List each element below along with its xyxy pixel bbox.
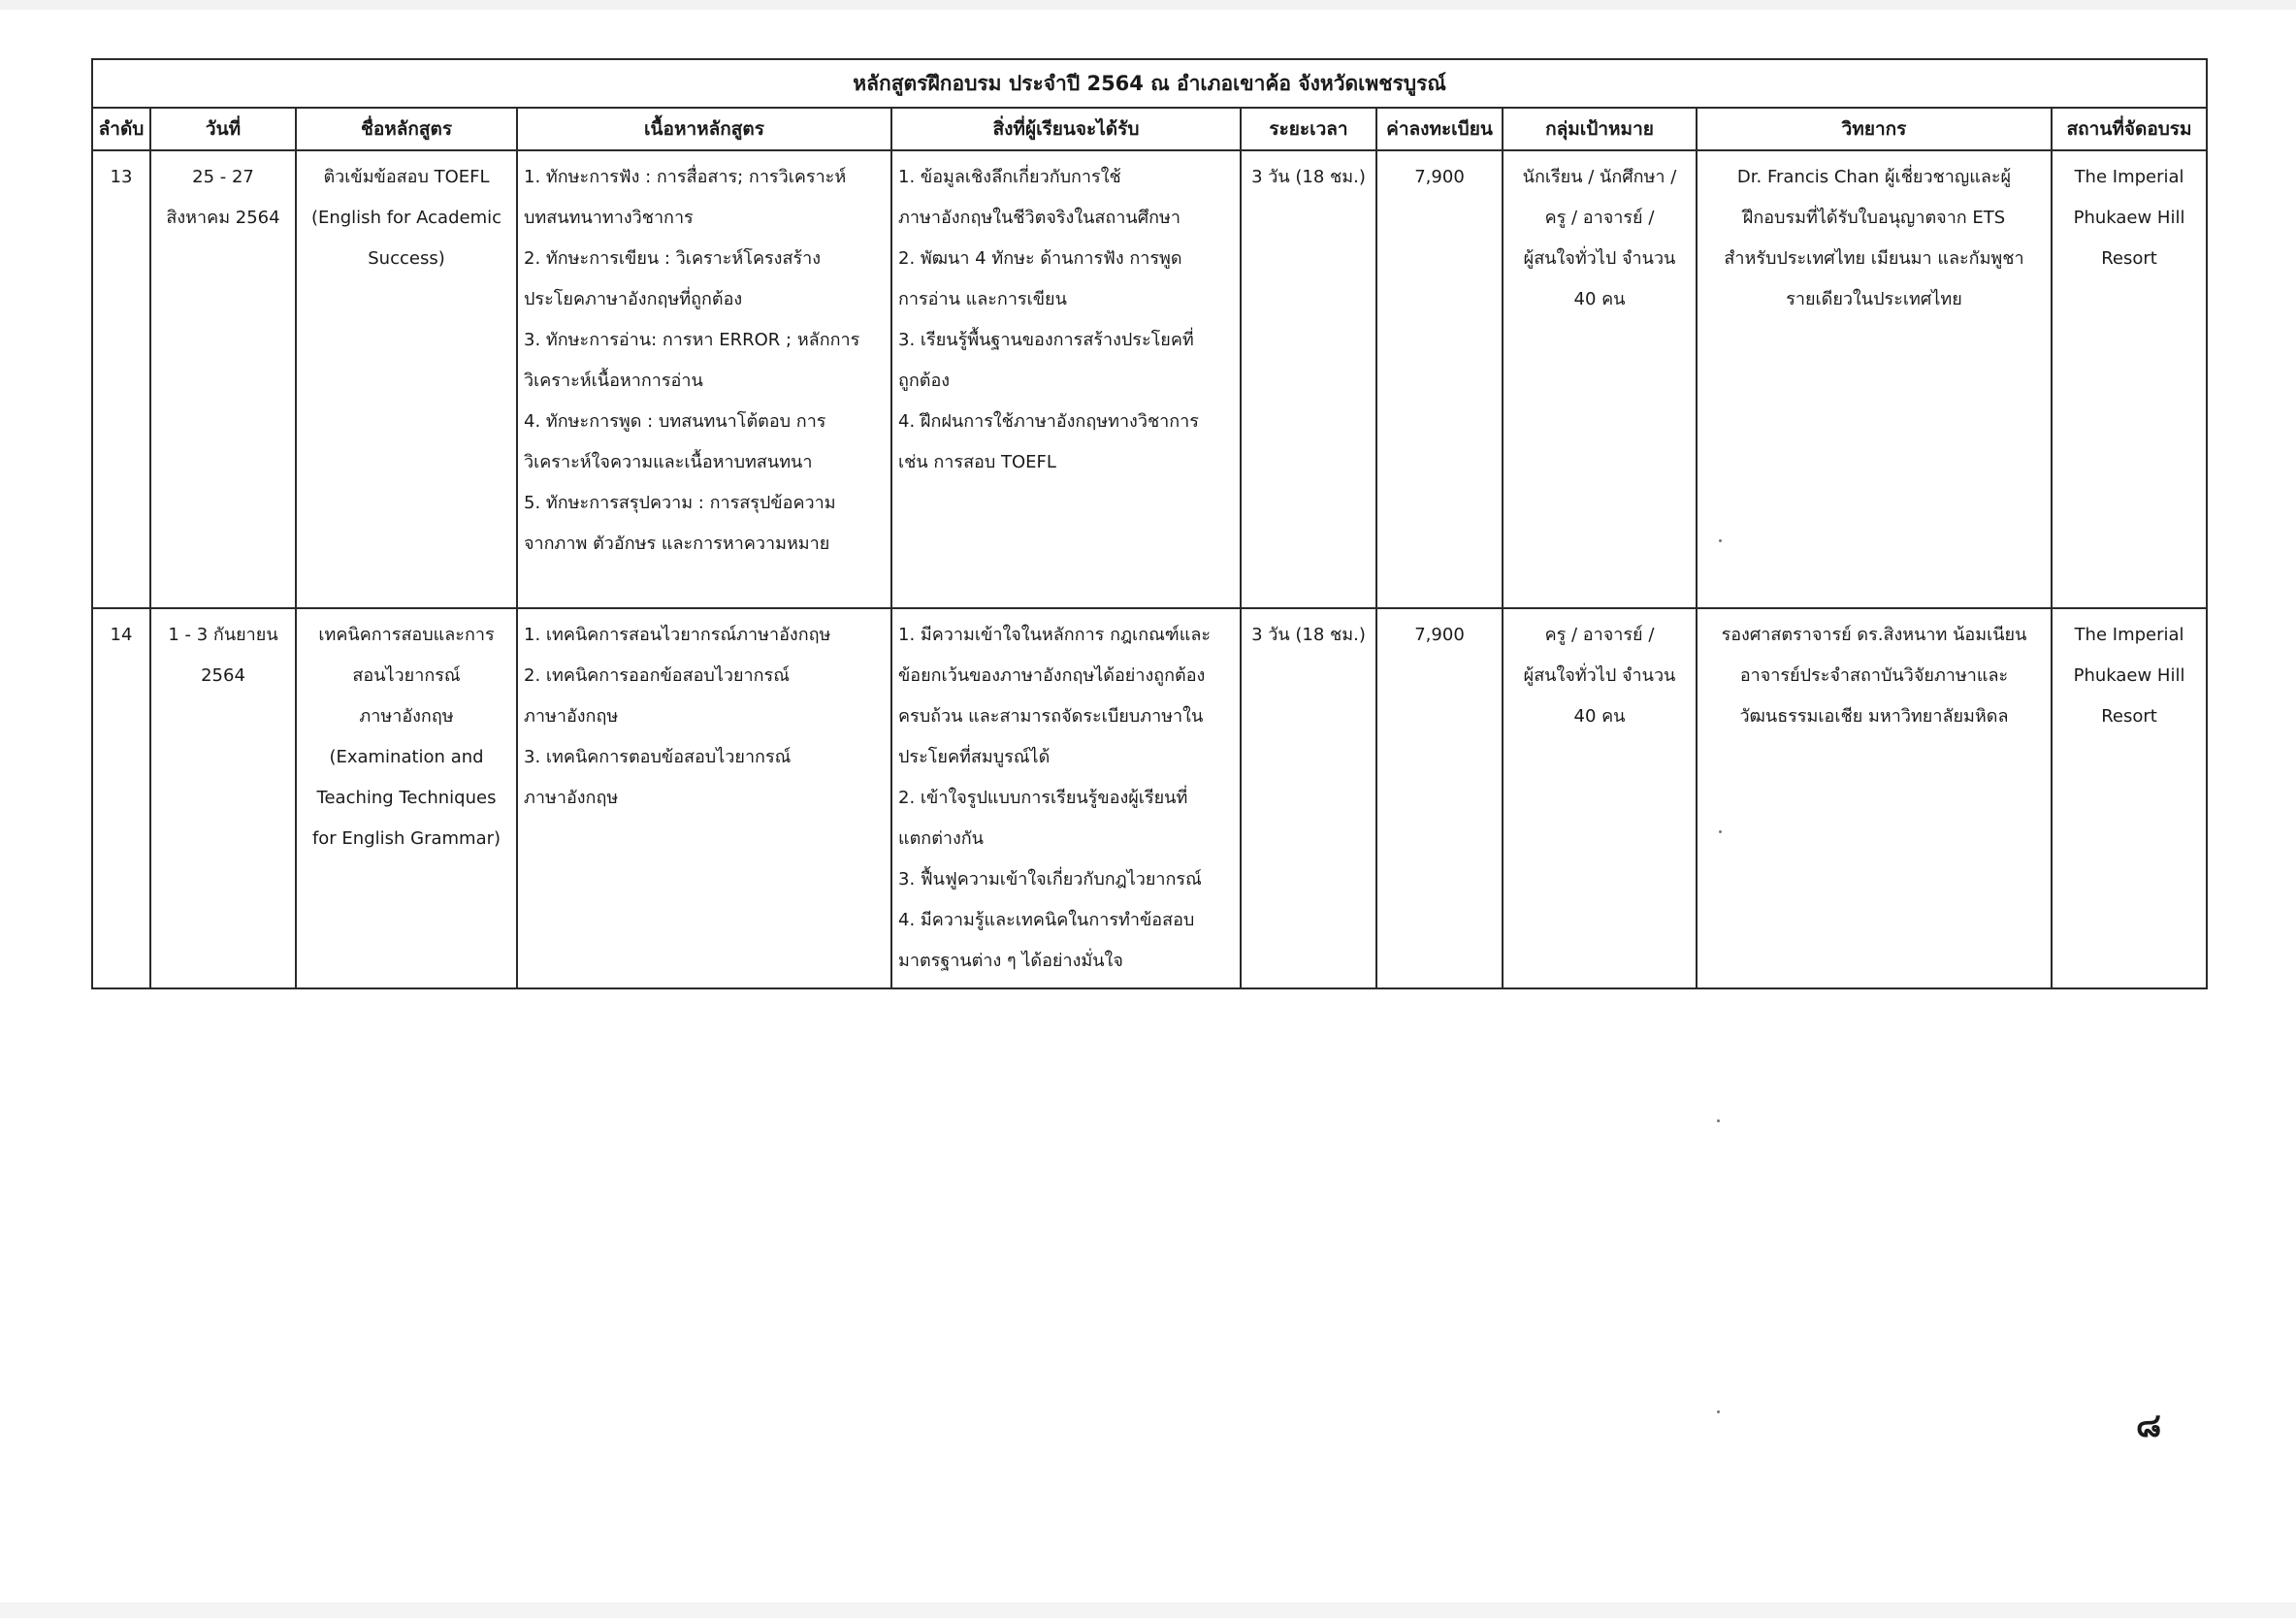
table-row [92, 608, 2207, 988]
venue-line: Phukaew Hill [2073, 665, 2185, 686]
cell-speaker [1697, 150, 2052, 608]
content-line: 4. ทักษะการพูด : บทสนทนาโต้ตอบ การ [524, 411, 826, 432]
speaker-line: วัฒนธรรมเอเชีย มหาวิทยาลัยมหิดล [1739, 706, 2009, 727]
header-target: กลุ่มเป้าหมาย [1503, 108, 1697, 150]
venue-line: Resort [2101, 706, 2157, 727]
cell-duration [1241, 150, 1376, 608]
course-name-line: สอนไวยากรณ์ [352, 665, 461, 686]
scan-speck [1719, 830, 1722, 833]
benefit-line: 4. ฝึกฝนการใช้ภาษาอังกฤษทางวิชาการ [898, 411, 1199, 432]
cell-benefits [891, 150, 1241, 608]
row-number: 14 [110, 625, 133, 645]
header-speaker: วิทยากร [1697, 108, 2052, 150]
benefit-line: 4. มีความรู้และเทคนิคในการทำข้อสอบ [898, 910, 1195, 930]
page-number: ๘ [2136, 1407, 2162, 1445]
speaker-line: รายเดียวในประเทศไทย [1786, 289, 1962, 309]
content-line: จากภาพ ตัวอักษร และการหาความหมาย [524, 534, 830, 554]
cell-content [517, 150, 891, 608]
table-row [92, 150, 2207, 608]
benefit-line: 1. มีความเข้าใจในหลักการ กฎเกณฑ์และ [898, 625, 1212, 645]
venue-line: The Imperial [2074, 167, 2184, 187]
duration-value: 3 วัน (18 ชม.) [1251, 625, 1366, 645]
scan-edge-bottom [0, 1602, 2296, 1618]
header-course-name: ชื่อหลักสูตร [296, 108, 517, 150]
target-line: ผู้สนใจทั่วไป จำนวน [1523, 248, 1676, 269]
fee-value: 7,900 [1414, 167, 1465, 187]
content-line: 3. เทคนิคการตอบข้อสอบไวยากรณ์ [524, 747, 792, 767]
target-line: ผู้สนใจทั่วไป จำนวน [1523, 665, 1676, 686]
header-row [92, 108, 2207, 150]
benefit-line: 3. เรียนรู้พื้นฐานของการสร้างประโยคที่ [898, 330, 1194, 350]
target-line: 40 คน [1573, 706, 1626, 727]
cell-course-name [296, 608, 517, 988]
benefit-line: 2. เข้าใจรูปแบบการเรียนรู้ของผู้เรียนที่ [898, 788, 1188, 808]
date-line: 25 - 27 [192, 167, 254, 187]
cell-duration [1241, 608, 1376, 988]
cell-date [150, 608, 296, 988]
table-title: หลักสูตรฝึกอบรม ประจำปี 2564 ณ อำเภอเขาค้อ จังหวัดเพชรบูรณ์ [92, 59, 2207, 108]
speaker-line: สำหรับประเทศไทย เมียนมา และกัมพูชา [1724, 248, 2024, 269]
content-line: 2. เทคนิคการออกข้อสอบไวยากรณ์ [524, 665, 790, 686]
scan-speck [1719, 539, 1722, 542]
header-venue: สถานที่จัดอบรม [2052, 108, 2207, 150]
content-line: วิเคราะห์ใจความและเนื้อหาบทสนทนา [524, 452, 813, 472]
course-name-line: ติวเข้มข้อสอบ TOEFL [323, 167, 490, 187]
content-line: 1. เทคนิคการสอนไวยากรณ์ภาษาอังกฤษ [524, 625, 831, 645]
date-line: 1 - 3 กันยายน [168, 625, 278, 645]
fee-value: 7,900 [1414, 625, 1465, 645]
content-line: ประโยคภาษาอังกฤษที่ถูกต้อง [524, 289, 743, 309]
header-benefits: สิ่งที่ผู้เรียนจะได้รับ [891, 108, 1241, 150]
benefit-line: 1. ข้อมูลเชิงลึกเกี่ยวกับการใช้ [898, 167, 1121, 187]
title-row [92, 59, 2207, 108]
cell-date [150, 150, 296, 608]
cell-speaker [1697, 608, 2052, 988]
venue-line: Resort [2101, 248, 2157, 269]
cell-benefits [891, 608, 1241, 988]
benefit-line: แตกต่างกัน [898, 828, 984, 849]
benefit-line: ภาษาอังกฤษในชีวิตจริงในสถานศึกษา [898, 208, 1181, 228]
speaker-line: Dr. Francis Chan ผู้เชี่ยวชาญและผู้ [1736, 167, 2012, 187]
target-line: ครู / อาจารย์ / [1544, 208, 1655, 228]
cell-course-name [296, 150, 517, 608]
course-name-line: Success) [368, 248, 445, 269]
speaker-line: รองศาสตราจารย์ ดร.สิงหนาท น้อมเนียน [1721, 625, 2027, 645]
course-name-line: ภาษาอังกฤษ [359, 706, 454, 727]
scan-speck [1717, 1119, 1720, 1122]
benefit-line: ข้อยกเว้นของภาษาอังกฤษได้อย่างถูกต้อง [898, 665, 1206, 686]
date-line: สิงหาคม 2564 [166, 208, 280, 228]
scan-edge-top [0, 0, 2296, 10]
benefit-line: ถูกต้อง [898, 371, 951, 391]
speaker-line: อาจารย์ประจำสถาบันวิจัยภาษาและ [1739, 665, 2009, 686]
content-line: วิเคราะห์เนื้อหาการอ่าน [524, 371, 703, 391]
training-course-table [91, 58, 2208, 989]
header-content: เนื้อหาหลักสูตร [517, 108, 891, 150]
cell-fee [1376, 150, 1503, 608]
course-name-line: เทคนิคการสอบและการ [318, 625, 495, 645]
content-line: 5. ทักษะการสรุปความ : การสรุปข้อความ [524, 493, 836, 513]
content-line: 3. ทักษะการอ่าน: การหา ERROR ; หลักการ [524, 330, 860, 350]
content-line: 1. ทักษะการฟัง : การสื่อสาร; การวิเคราะห์ [524, 167, 847, 187]
cell-target [1503, 608, 1697, 988]
benefit-line: 3. ฟื้นฟูความเข้าใจเกี่ยวกับกฎไวยากรณ์ [898, 869, 1202, 890]
course-name-line: (Examination and [329, 747, 484, 767]
benefit-line: ครบถ้วน และสามารถจัดระเบียบภาษาใน [898, 706, 1204, 727]
cell-content [517, 608, 891, 988]
cell-venue [2052, 608, 2207, 988]
target-line: นักเรียน / นักศึกษา / [1522, 167, 1677, 187]
venue-line: The Imperial [2074, 625, 2184, 645]
cell-target [1503, 150, 1697, 608]
content-line: บทสนทนาทางวิชาการ [524, 208, 694, 228]
target-line: 40 คน [1573, 289, 1626, 309]
header-no: ลำดับ [92, 108, 150, 150]
header-duration: ระยะเวลา [1241, 108, 1376, 150]
course-name-line: Teaching Techniques [316, 788, 497, 808]
cell-no [92, 150, 150, 608]
content-line: 2. ทักษะการเขียน : วิเคราะห์โครงสร้าง [524, 248, 822, 269]
header-fee: ค่าลงทะเบียน [1376, 108, 1503, 150]
cell-venue [2052, 150, 2207, 608]
target-line: ครู / อาจารย์ / [1544, 625, 1655, 645]
benefit-line: มาตรฐานต่าง ๆ ได้อย่างมั่นใจ [898, 951, 1123, 971]
content-line: ภาษาอังกฤษ [524, 706, 619, 727]
speaker-line: ฝึกอบรมที่ได้รับใบอนุญาตจาก ETS [1742, 208, 2006, 228]
benefit-line: ประโยคที่สมบูรณ์ได้ [898, 747, 1051, 767]
scan-speck [1717, 1410, 1720, 1413]
benefit-line: การอ่าน และการเขียน [898, 289, 1067, 309]
course-name-line: (English for Academic [310, 208, 502, 228]
benefit-line: เช่น การสอบ TOEFL [898, 452, 1056, 472]
course-name-line: for English Grammar) [311, 828, 501, 849]
row-number: 13 [110, 167, 133, 187]
venue-line: Phukaew Hill [2073, 208, 2185, 228]
content-line: ภาษาอังกฤษ [524, 788, 619, 808]
date-line: 2564 [201, 665, 245, 686]
duration-value: 3 วัน (18 ชม.) [1251, 167, 1366, 187]
cell-no [92, 608, 150, 988]
cell-fee [1376, 608, 1503, 988]
header-date: วันที่ [150, 108, 296, 150]
benefit-line: 2. พัฒนา 4 ทักษะ ด้านการฟัง การพูด [898, 248, 1182, 269]
